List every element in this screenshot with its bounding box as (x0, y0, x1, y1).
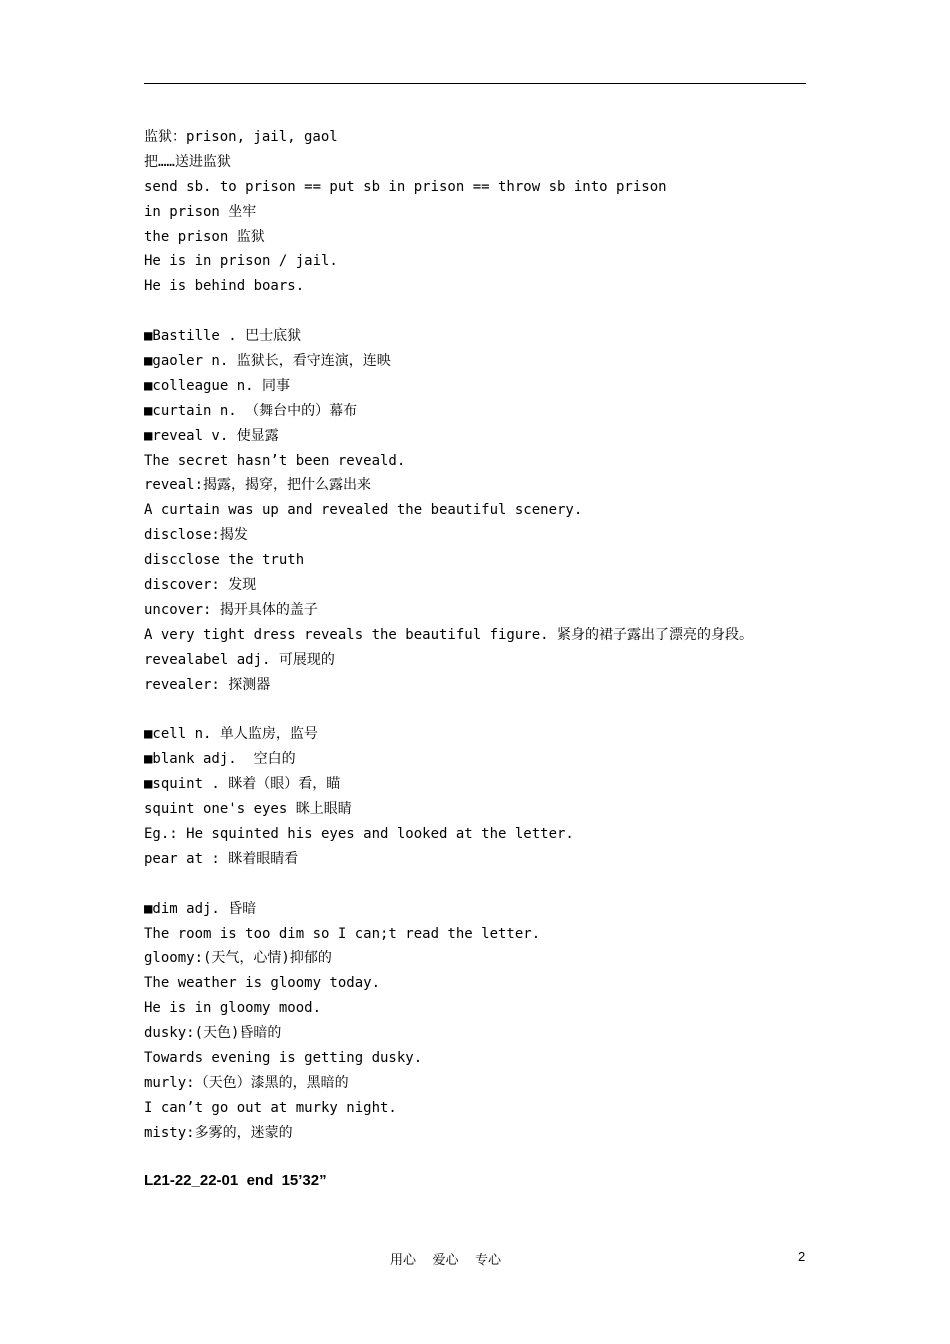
text-line: reveal:揭露，揭穿，把什么露出来 (144, 477, 372, 494)
vocab-entry: ■Bastille . 巴士底狱 (144, 328, 302, 345)
text-line: misty:多雾的，迷蒙的 (144, 1124, 293, 1141)
blank-line (144, 697, 824, 722)
text-line: I can’t go out at murky night. (144, 1099, 397, 1116)
vocab-entry: ■dim adj. 昏暗 (144, 900, 257, 917)
text-line: pear at : 眯着眼睛看 (144, 850, 299, 867)
vocab-entry: ■reveal v. 使显露 (144, 427, 279, 444)
vocab-entry: ■blank adj. 空白的 (144, 751, 296, 768)
text-line: The secret hasn’t been reveald. (144, 452, 406, 469)
text-line: Towards evening is getting dusky. (144, 1049, 423, 1066)
blank-line (144, 872, 824, 897)
text-line: The weather is gloomy today. (144, 975, 381, 992)
text-line: 把……送进监狱 (144, 153, 231, 170)
text-line: discclose the truth (144, 552, 305, 569)
vocab-entry: ■curtain n. （舞台中的）幕布 (144, 402, 358, 419)
text-line: squint one's eyes 眯上眼睛 (144, 801, 352, 818)
text-line: A very tight dress reveals the beautiful figure. 紧身的裙子露出了漂亮的身段。 (144, 626, 754, 643)
page-number: 2 (798, 1249, 806, 1264)
text-line: A curtain was up and revealed the beautiful scenery. (144, 502, 583, 519)
text-line: murly:（天色）漆黑的，黑暗的 (144, 1074, 349, 1091)
text-line: revealabel adj. 可展现的 (144, 651, 335, 668)
text-line: gloomy:(天气，心情)抑郁的 (144, 950, 332, 967)
text-line: He is in prison / jail. (144, 253, 338, 270)
vocab-entry: ■colleague n. 同事 (144, 377, 291, 394)
vocab-entry: ■cell n. 单人监房，监号 (144, 726, 318, 743)
end-marker: L21-22_22-01 end 15’32” (144, 1172, 327, 1189)
text-line: He is behind boars. (144, 278, 305, 295)
text-line: He is in gloomy mood. (144, 1000, 322, 1017)
text-line: the prison 监狱 (144, 228, 265, 245)
text-line: dusky:(天色)昏暗的 (144, 1025, 282, 1042)
vocab-entry: ■squint . 眯着（眼）看，瞄 (144, 776, 341, 793)
blank-line (144, 299, 824, 324)
vocab-entry: ■gaoler n. 监狱长，看守连演，连映 (144, 353, 391, 370)
text-line: disclose:揭发 (144, 527, 248, 544)
text-line: uncover: 揭开具体的盖子 (144, 601, 318, 618)
text-line: 监狱：prison, jail, gaol (144, 129, 338, 145)
document-body (144, 125, 824, 1146)
header-rule (144, 83, 806, 84)
text-line: The room is too dim so I can;t read the letter. (144, 925, 541, 942)
text-line: send sb. to prison == put sb in prison == throw sb into prison (144, 178, 667, 195)
text-line: revealer: 探测器 (144, 676, 271, 693)
text-line: discover: 发现 (144, 577, 257, 594)
text-line: in prison 坐牢 (144, 203, 257, 220)
footer-motto: 用心 爱心 专心 (390, 1253, 502, 1268)
text-line: Eg.: He squinted his eyes and looked at the letter. (144, 825, 574, 842)
